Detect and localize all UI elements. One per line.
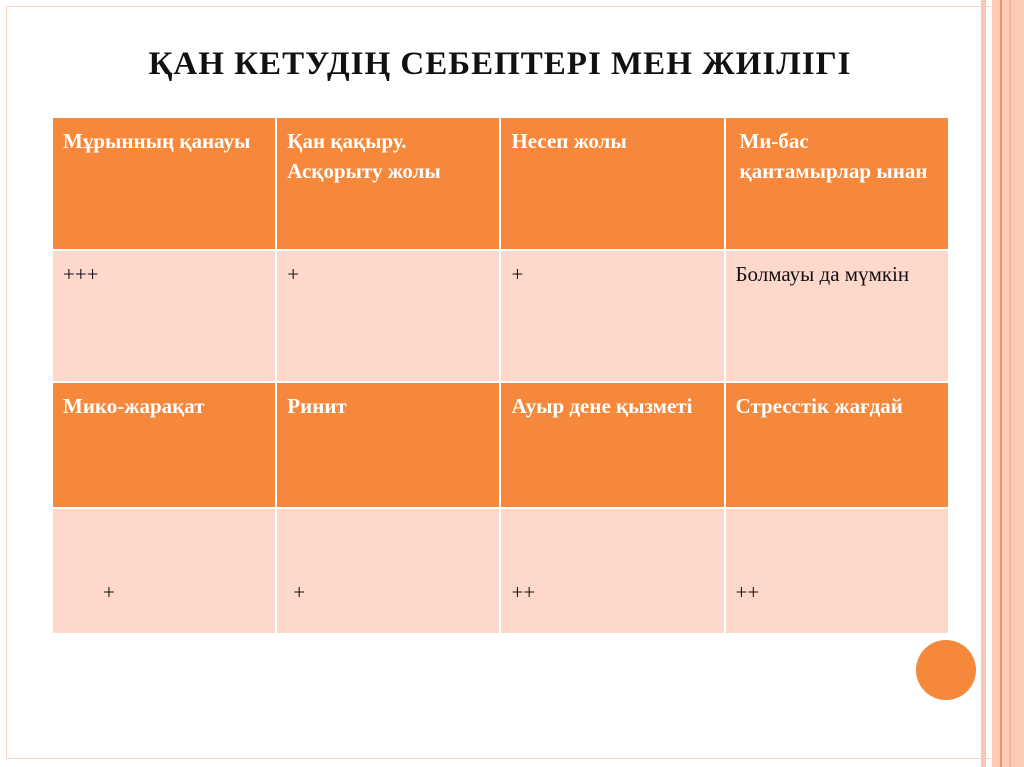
table-cell: Ринит [276,382,500,508]
table-row [52,382,949,508]
table-cell: Болмауы да мүмкін [725,250,950,382]
table-cell: Мико-жарақат [52,382,276,508]
table-cell: Мұрынның қанауы [52,117,276,250]
table-row [52,508,949,634]
table-row [52,250,949,382]
causes-table [51,116,950,635]
table-cell: +++ [52,250,276,382]
table-cell: + [52,508,276,634]
slide-title: ҚАН КЕТУДІҢ СЕБЕПТЕРІ МЕН ЖИІЛІГІ [148,46,852,82]
table-cell: + [276,250,500,382]
table-cell: Несеп жолы [500,117,724,250]
table-cell: Стресстік жағдай [725,382,950,508]
table-cell: ++ [725,508,950,634]
table-cell: Ми-бас қантамырлар ынан [725,117,950,250]
table-cell: Ауыр дене қызметі [500,382,724,508]
decorative-band [992,0,1024,767]
table-cell: + [500,250,724,382]
decorative-stripe [981,0,986,767]
table-row [52,117,949,250]
table-cell: + [276,508,500,634]
decorative-circle [916,640,976,700]
table-cell: ++ [500,508,724,634]
table-cell: Қан қақыру. Асқорыту жолы [276,117,500,250]
decorative-line [1000,0,1002,767]
decorative-line [1009,0,1011,767]
